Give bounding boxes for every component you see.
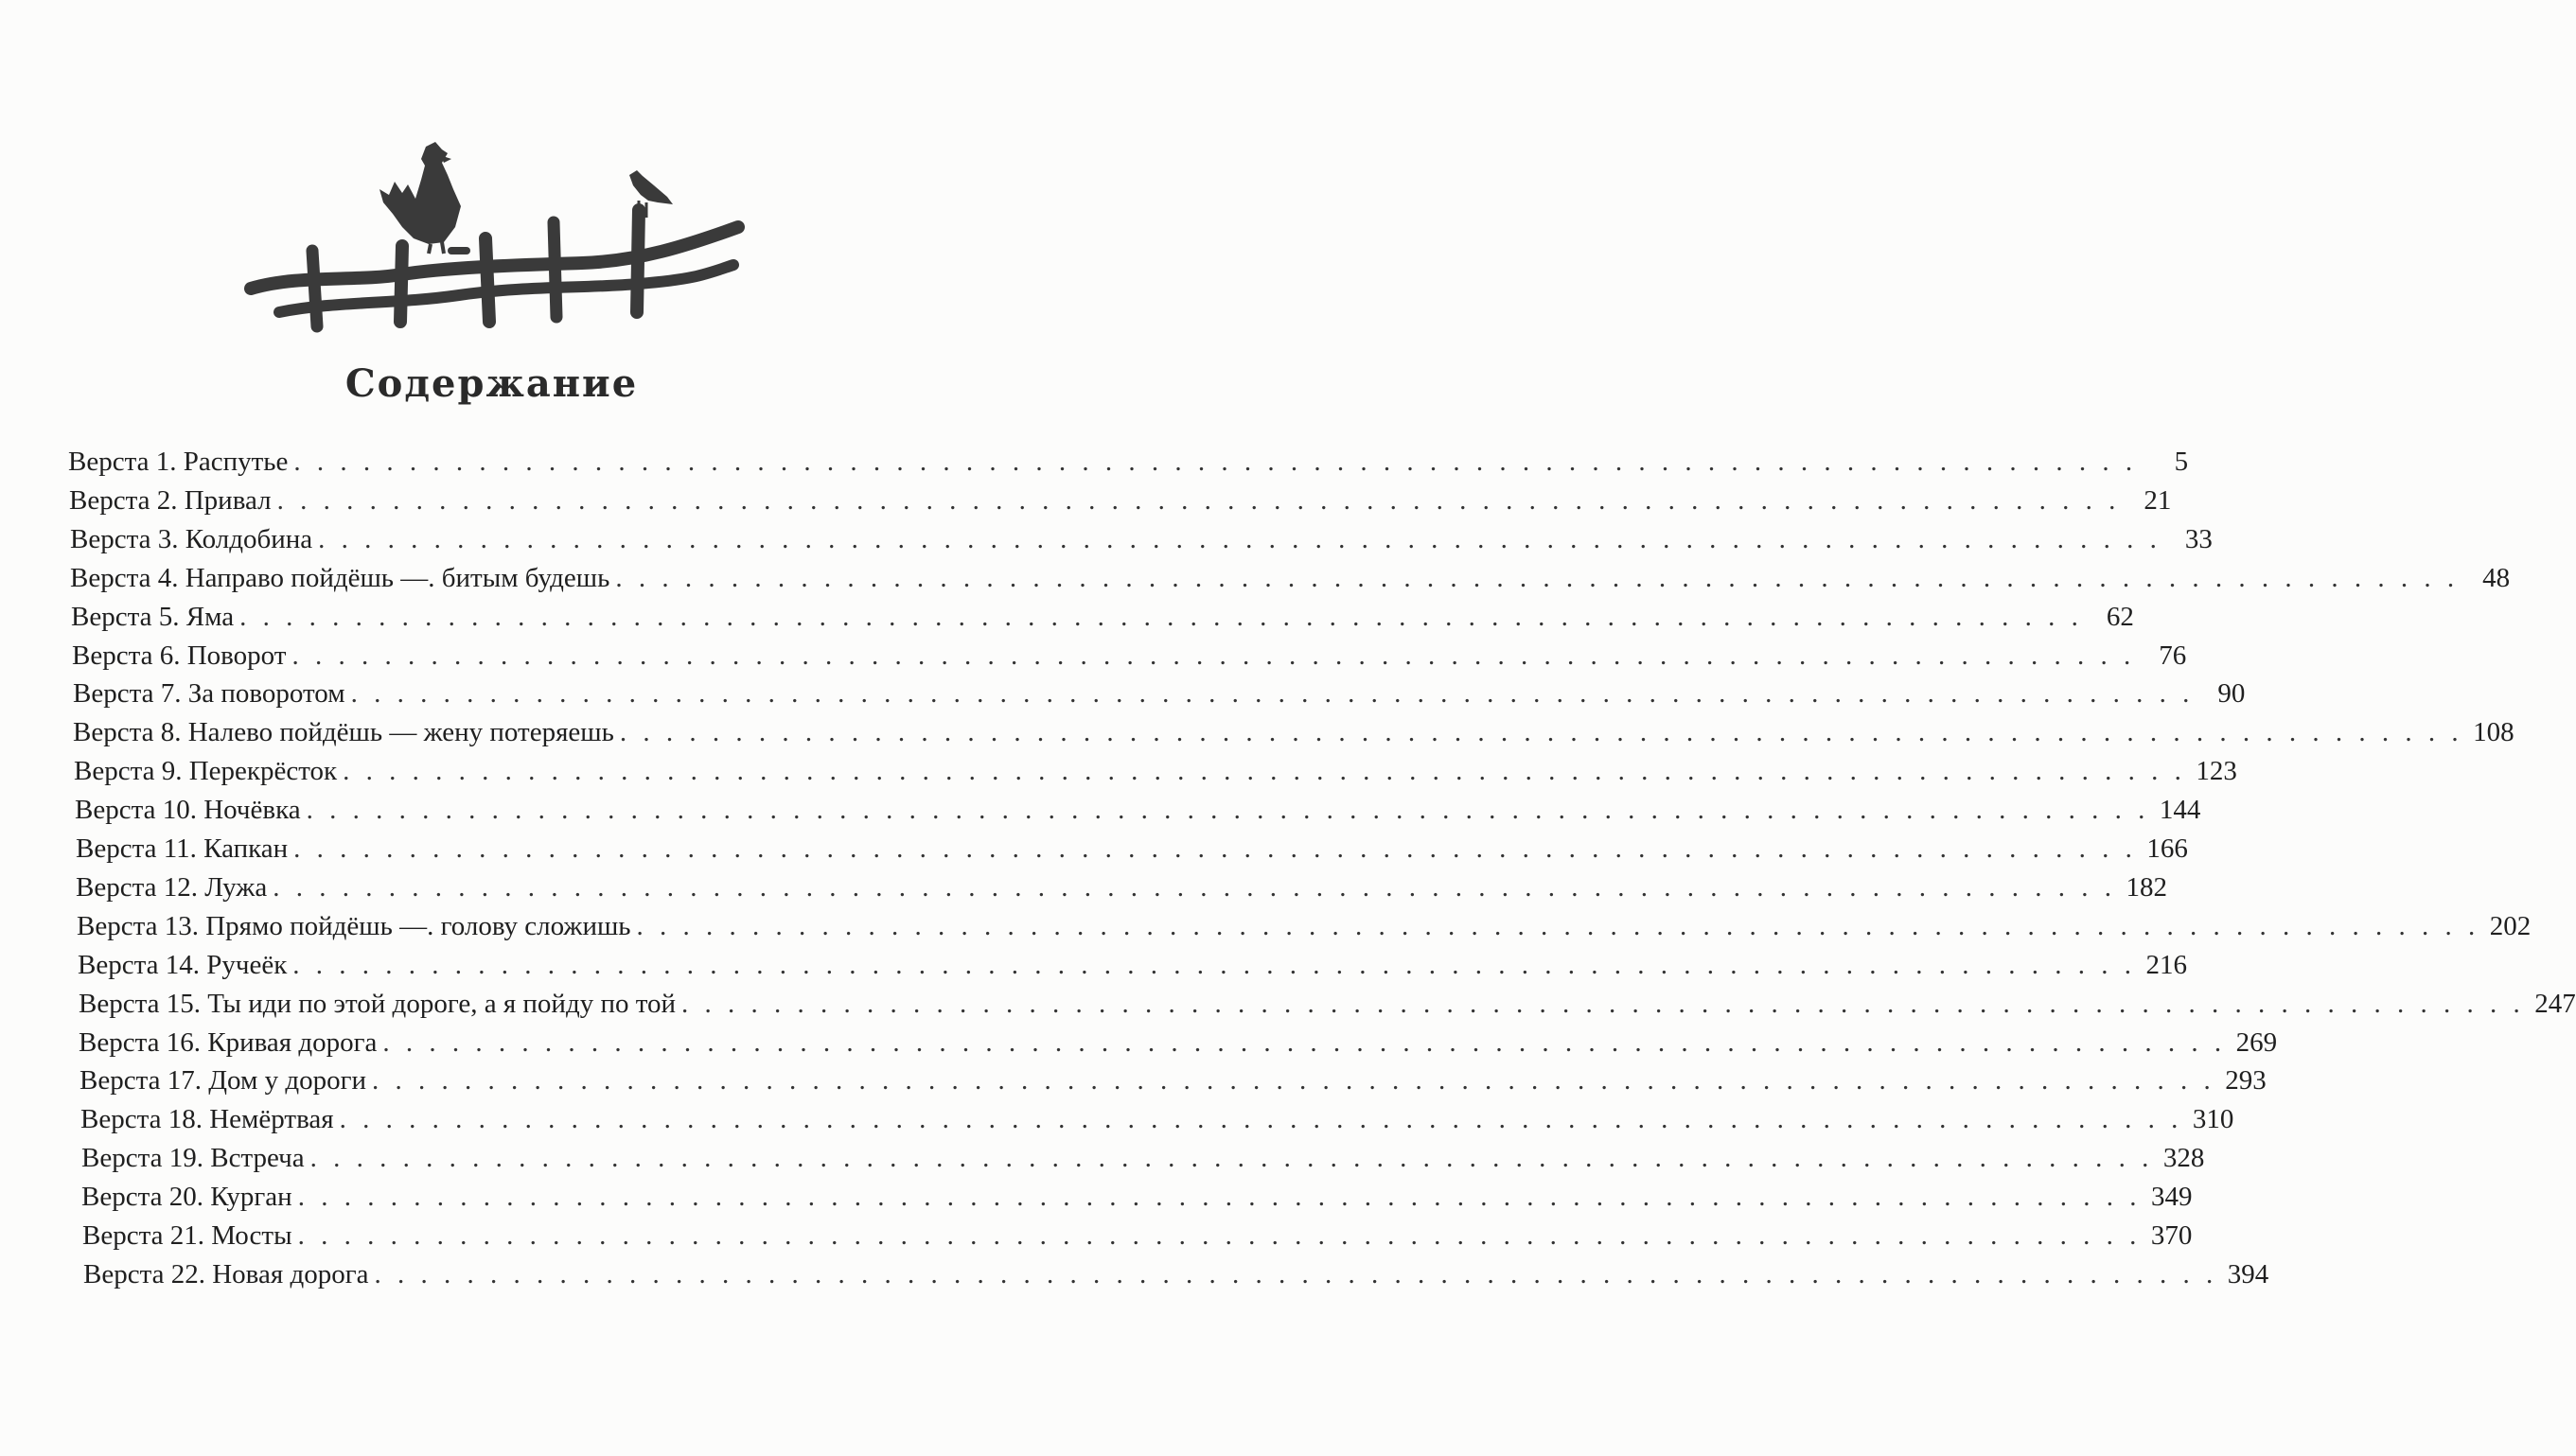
- dot-leader: . . . . . . . . . . . . . . . . . . . . . . . . . . . . . . . . . . . . . . . . . . . . . . . . . . . . . . . . . . . . . . . . . . . . . . . . . . . . . . . .: [372, 1065, 2215, 1096]
- toc-entry-page: 182: [2126, 872, 2167, 903]
- dot-leader: . . . . . . . . . . . . . . . . . . . . . . . . . . . . . . . . . . . . . . . . . . . . . . . . . . . . . . . . . . . . . . . . . . . . . . . . . . . . . . . .: [318, 524, 2161, 554]
- toc-entry[interactable]: [75, 791, 2201, 829]
- dot-leader: . . . . . . . . . . . . . . . . . . . . . . . . . . . . . . . . . . . . . . . . . . . . . . . . . . . . . . . . . . . . . . . . . . . . . . . . . . . . . . . .: [273, 872, 2116, 903]
- toc-entry-page: 62: [2106, 602, 2134, 632]
- toc-entry[interactable]: [79, 1061, 2267, 1099]
- dot-leader: . . . . . . . . . . . . . . . . . . . . . . . . . . . . . . . . . . . . . . . . . . . . . . . . . . . . . . . . . . . . . . . . . . . . . . . . . . . . . . . .: [276, 485, 2121, 516]
- toc-entry[interactable]: [81, 1178, 2193, 1216]
- dot-leader: . . . . . . . . . . . . . . . . . . . . . . . . . . . . . . . . . . . . . . . . . . . . . . . . . . . . . . . . . . . . . . . . . . . . . . . . . . . . . . . .: [615, 563, 2460, 593]
- toc-entry-page: 394: [2227, 1259, 2269, 1289]
- dot-leader: . . . . . . . . . . . . . . . . . . . . . . . . . . . . . . . . . . . . . . . . . . . . . . . . . . . . . . . . . . . . . . . . . . . . . . . . . . . . . . . .: [306, 795, 2150, 825]
- toc-entry[interactable]: [78, 946, 2188, 984]
- toc-entry-page: 202: [2489, 911, 2532, 941]
- toc-entry[interactable]: [71, 598, 2134, 636]
- toc-entry[interactable]: [69, 482, 2172, 519]
- toc-entry[interactable]: [81, 1139, 2205, 1177]
- toc-entry-label: Верста 1. Распутье: [68, 447, 289, 477]
- toc-entry-page: 349: [2150, 1182, 2193, 1212]
- toc-entry[interactable]: [80, 1100, 2234, 1138]
- toc-entry[interactable]: [70, 559, 2511, 597]
- toc-entry-page: 5: [2174, 447, 2189, 477]
- dot-leader: . . . . . . . . . . . . . . . . . . . . . . . . . . . . . . . . . . . . . . . . . . . . . . . . . . . . . . . . . . . . . . . . . . . . . . . . . . . . . . . .: [681, 989, 2525, 1019]
- toc-entry[interactable]: [74, 752, 2237, 790]
- dot-leader: . . . . . . . . . . . . . . . . . . . . . . . . . . . . . . . . . . . . . . . . . . . . . . . . . . . . . . . . . . . . . . . . . . . . . . . . . . . . . . . .: [292, 950, 2137, 980]
- toc-entry-page: 33: [2184, 524, 2213, 554]
- toc-entry[interactable]: [73, 675, 2246, 712]
- toc-entry-label: Верста 12. Лужа: [76, 872, 268, 903]
- toc-entry[interactable]: [68, 443, 2189, 481]
- toc-entry[interactable]: [76, 868, 2167, 906]
- toc-entry-label: Верста 6. Поворот: [72, 640, 287, 671]
- toc-entry-page: 90: [2217, 678, 2246, 709]
- toc-entry[interactable]: [76, 830, 2188, 868]
- toc-entry-label: Верста 8. Налево пойдёшь — жену потеряешь: [73, 717, 614, 747]
- toc-entry-page: 247: [2534, 989, 2576, 1019]
- toc-entry-page: 48: [2482, 563, 2511, 593]
- toc-entry-page: 108: [2473, 717, 2514, 747]
- toc-entry-label: Верста 11. Капкан: [76, 833, 289, 864]
- dot-leader: . . . . . . . . . . . . . . . . . . . . . . . . . . . . . . . . . . . . . . . . . . . . . . . . . . . . . . . . . . . . . . . . . . . . . . . . . . . . . . . .: [293, 447, 2138, 477]
- dot-leader: . . . . . . . . . . . . . . . . . . . . . . . . . . . . . . . . . . . . . . . . . . . . . . . . . . . . . . . . . . . . . . . . . . . . . . . . . . . . . . . .: [309, 1143, 2154, 1173]
- toc-entry[interactable]: [82, 1217, 2193, 1254]
- toc-entry[interactable]: [70, 520, 2213, 558]
- dot-leader: . . . . . . . . . . . . . . . . . . . . . . . . . . . . . . . . . . . . . . . . . . . . . . . . . . . . . . . . . . . . . . . . . . . . . . . . . . . . . . . .: [619, 717, 2463, 747]
- toc-entry-label: Верста 7. За поворотом: [73, 678, 345, 709]
- toc-entry-page: 166: [2146, 833, 2188, 864]
- toc-entry-page: 370: [2150, 1220, 2193, 1251]
- dot-leader: . . . . . . . . . . . . . . . . . . . . . . . . . . . . . . . . . . . . . . . . . . . . . . . . . . . . . . . . . . . . . . . . . . . . . . . . . . . . . . . .: [343, 756, 2186, 786]
- dot-leader: . . . . . . . . . . . . . . . . . . . . . . . . . . . . . . . . . . . . . . . . . . . . . . . . . . . . . . . . . . . . . . . . . . . . . . . . . . . . . . . .: [339, 1104, 2183, 1134]
- dot-leader: . . . . . . . . . . . . . . . . . . . . . . . . . . . . . . . . . . . . . . . . . . . . . . . . . . . . . . . . . . . . . . . . . . . . . . . . . . . . . . . .: [374, 1259, 2218, 1289]
- toc-entry[interactable]: [73, 713, 2514, 751]
- dot-leader: . . . . . . . . . . . . . . . . . . . . . . . . . . . . . . . . . . . . . . . . . . . . . . . . . . . . . . . . . . . . . . . . . . . . . . . . . . . . . . . .: [350, 678, 2195, 709]
- toc-entry-page: 123: [2196, 756, 2237, 786]
- fence-icon: [251, 210, 738, 326]
- toc-entry-page: 144: [2159, 795, 2201, 825]
- toc-entry[interactable]: [79, 1024, 2278, 1061]
- toc-entry-page: 269: [2235, 1027, 2278, 1058]
- toc-entry[interactable]: [77, 907, 2532, 945]
- dot-leader: . . . . . . . . . . . . . . . . . . . . . . . . . . . . . . . . . . . . . . . . . . . . . . . . . . . . . . . . . . . . . . . . . . . . . . . . . . . . . . . .: [382, 1027, 2227, 1058]
- toc-entry-label: Верста 13. Прямо пойдёшь —. голову сложишь: [77, 911, 631, 941]
- dot-leader: . . . . . . . . . . . . . . . . . . . . . . . . . . . . . . . . . . . . . . . . . . . . . . . . . . . . . . . . . . . . . . . . . . . . . . . . . . . . . . . .: [239, 602, 2083, 632]
- dot-leader: . . . . . . . . . . . . . . . . . . . . . . . . . . . . . . . . . . . . . . . . . . . . . . . . . . . . . . . . . . . . . . . . . . . . . . . . . . . . . . . .: [293, 833, 2137, 864]
- toc-entry-label: Верста 10. Ночёвка: [75, 795, 301, 825]
- toc-entry[interactable]: [83, 1255, 2269, 1293]
- toc-entry[interactable]: [79, 985, 2576, 1023]
- toc-entry-label: Верста 2. Привал: [69, 485, 272, 516]
- dot-leader: . . . . . . . . . . . . . . . . . . . . . . . . . . . . . . . . . . . . . . . . . . . . . . . . . . . . . . . . . . . . . . . . . . . . . . . . . . . . . . . .: [297, 1182, 2142, 1212]
- toc-entry-label: Верста 21. Мосты: [82, 1220, 292, 1251]
- toc-entry-label: Верста 17. Дом у дороги: [79, 1065, 366, 1096]
- page-title: Содержание: [344, 361, 639, 406]
- dot-leader: . . . . . . . . . . . . . . . . . . . . . . . . . . . . . . . . . . . . . . . . . . . . . . . . . . . . . . . . . . . . . . . . . . . . . . . . . . . . . . . .: [636, 911, 2480, 941]
- toc-entry-label: Верста 4. Направо пойдёшь —. битым будешь: [70, 563, 610, 593]
- toc-entry-label: Верста 19. Встреча: [81, 1143, 305, 1173]
- fence-illustration: [241, 132, 752, 336]
- toc-entry-label: Верста 16. Кривая дорога: [79, 1027, 378, 1058]
- toc-entry-label: Верста 20. Курган: [81, 1182, 292, 1212]
- toc-entry-page: 328: [2162, 1143, 2205, 1173]
- toc-entry-label: Верста 3. Колдобина: [70, 524, 313, 554]
- toc-entry-label: Верста 15. Ты иди по этой дороге, а я пойду по той: [79, 989, 677, 1019]
- dot-leader: . . . . . . . . . . . . . . . . . . . . . . . . . . . . . . . . . . . . . . . . . . . . . . . . . . . . . . . . . . . . . . . . . . . . . . . . . . . . . . . .: [297, 1220, 2142, 1251]
- rooster-icon: [379, 142, 461, 254]
- toc-entry-page: 216: [2145, 950, 2188, 980]
- toc-entry-label: Верста 14. Ручеёк: [78, 950, 288, 980]
- toc-entry-label: Верста 5. Яма: [71, 602, 235, 632]
- toc-entry-label: Верста 22. Новая дорога: [83, 1259, 369, 1289]
- toc-entry-label: Верста 18. Немёртвая: [80, 1104, 334, 1134]
- toc-entry-page: 310: [2192, 1104, 2234, 1134]
- toc-entry[interactable]: [72, 637, 2187, 675]
- toc-entry-label: Верста 9. Перекрёсток: [74, 756, 338, 786]
- toc-entry-page: 21: [2144, 485, 2172, 516]
- dot-leader: . . . . . . . . . . . . . . . . . . . . . . . . . . . . . . . . . . . . . . . . . . . . . . . . . . . . . . . . . . . . . . . . . . . . . . . . . . . . . . . .: [291, 640, 2136, 671]
- toc-entry-page: 293: [2225, 1065, 2267, 1096]
- toc-entry-page: 76: [2159, 640, 2187, 671]
